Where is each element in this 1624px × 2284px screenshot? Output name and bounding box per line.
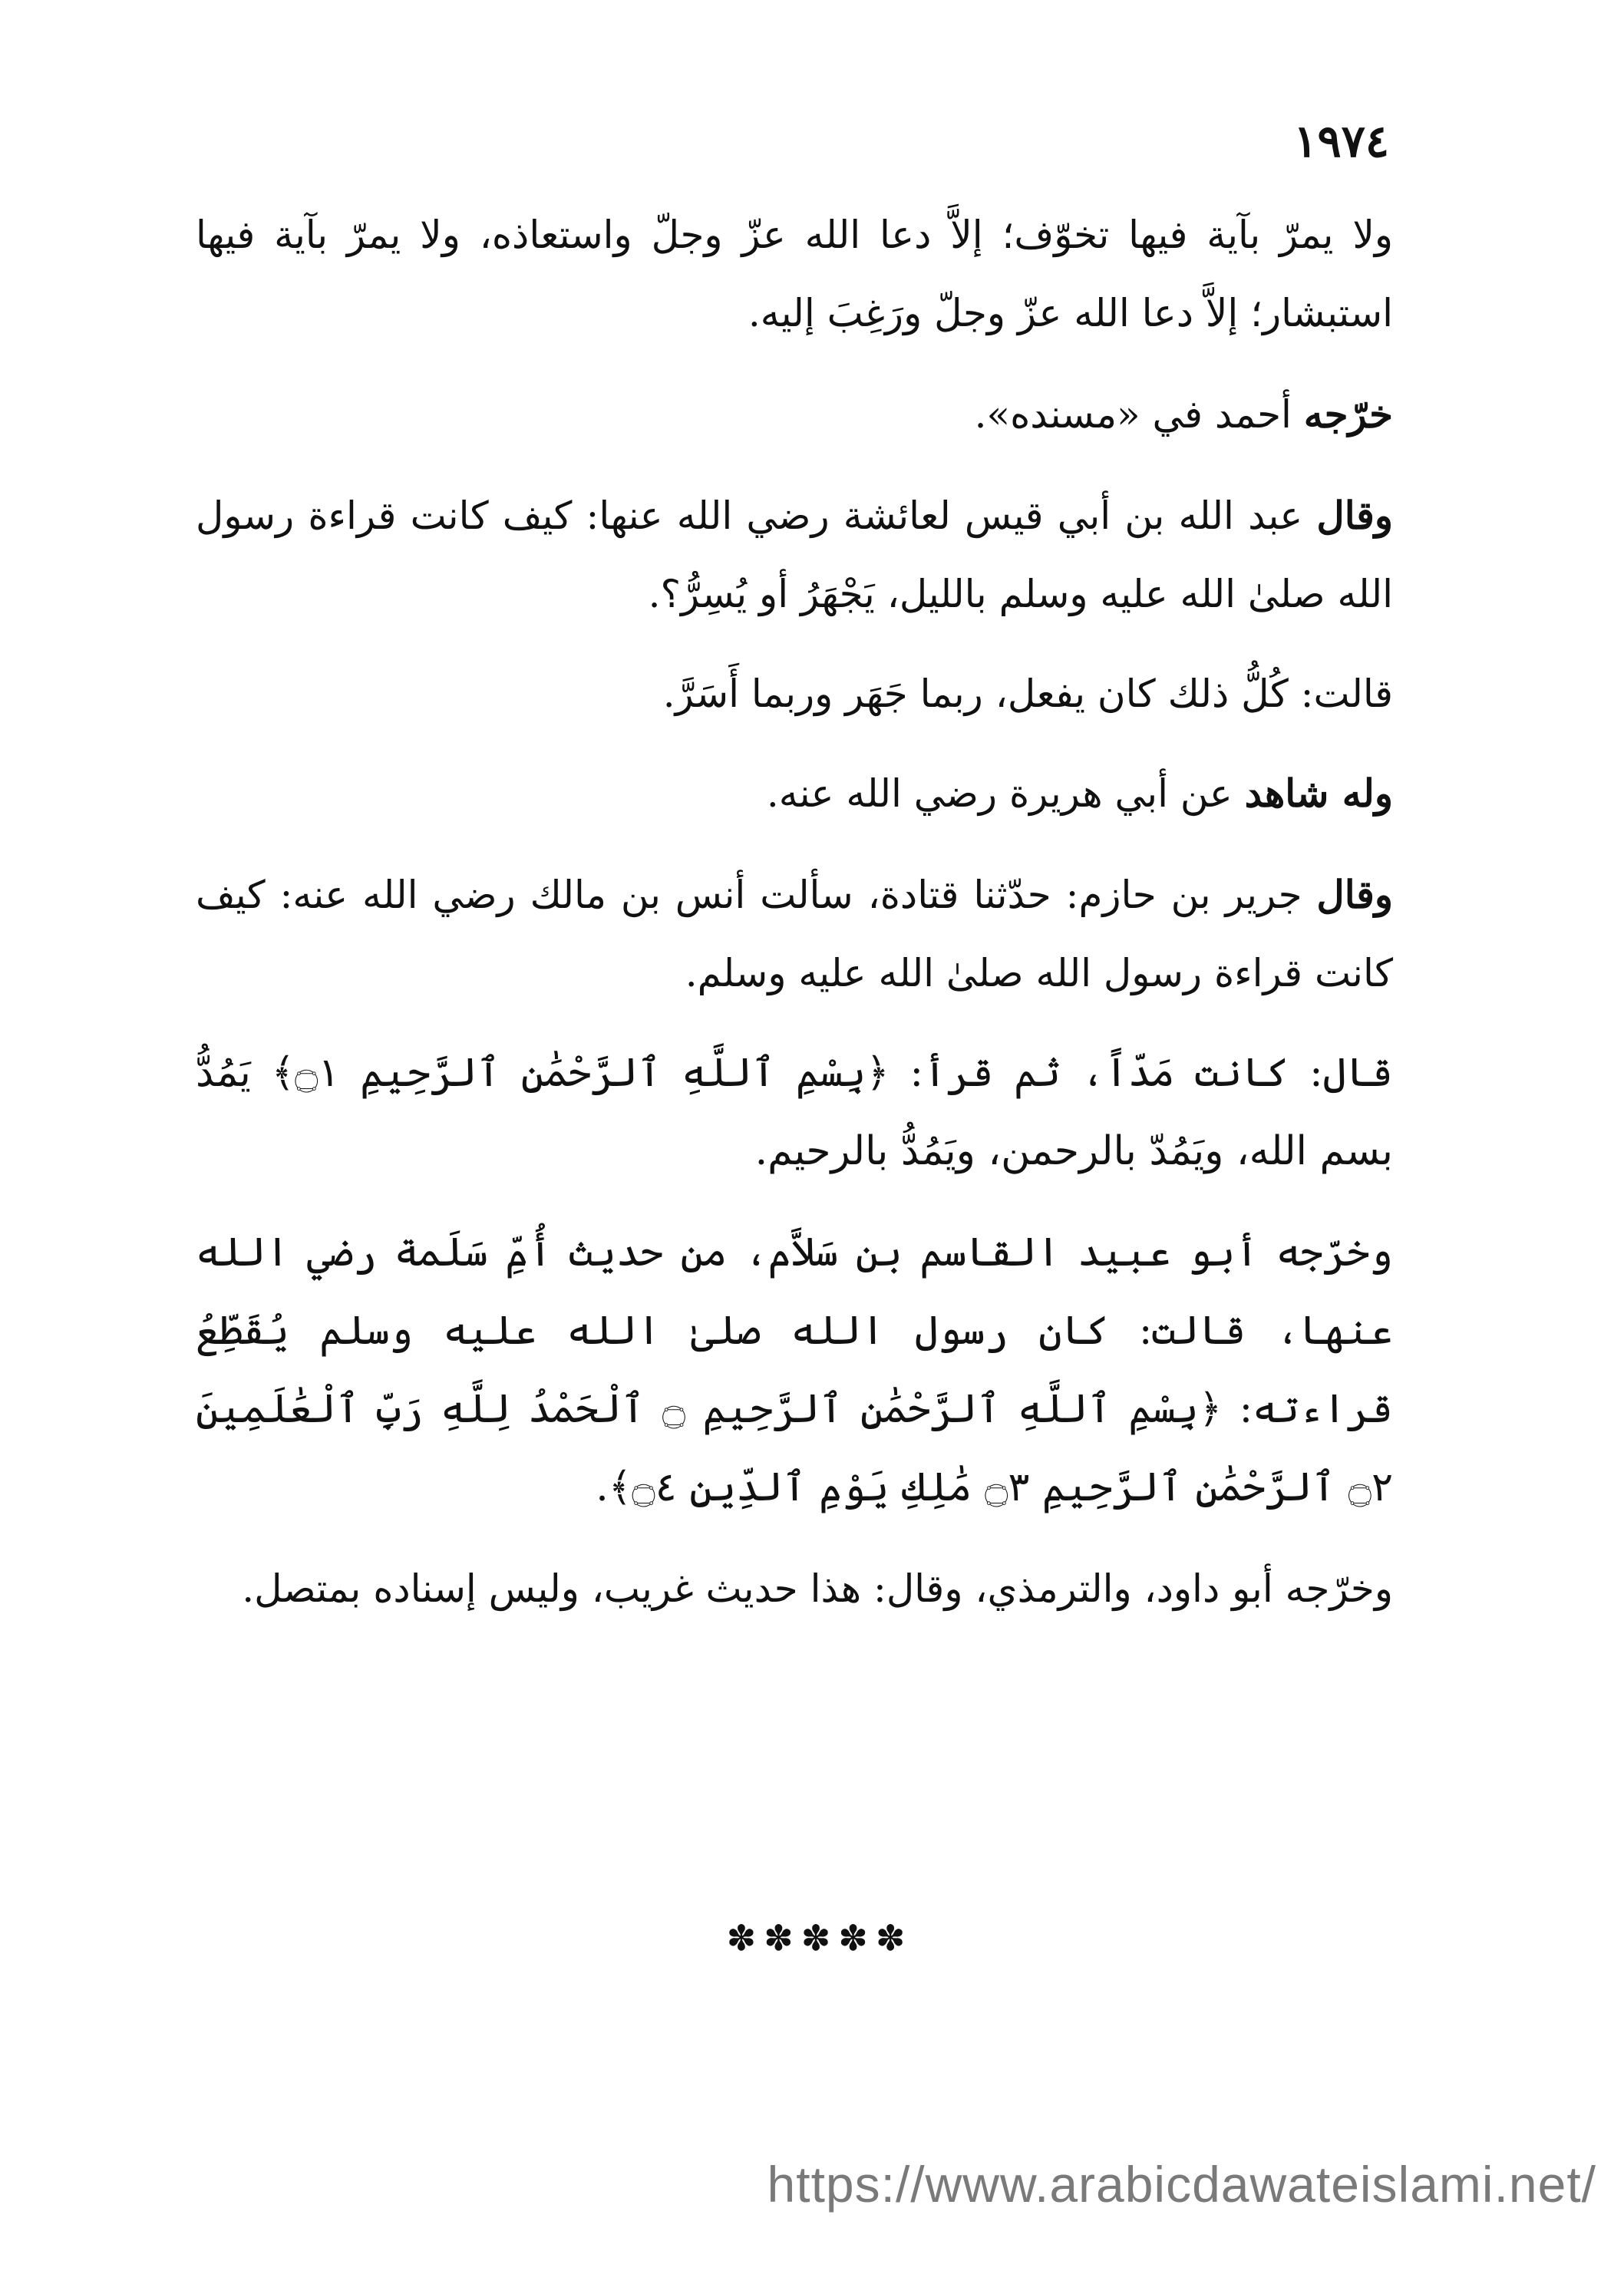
paragraph-text: وخرّجه أبو عبيد القاسم بن سَلاَّم، من حديث أُمِّ سَلَمة رضي الله عنها، قالت: كان رسول الله صلىٰ الله عليه وسلم يُقَطِّعُ قراءته: ﴿بِسْمِ ٱللَّهِ ٱلرَّحْمَٰنِ ٱلرَّحِيمِ ۝ ٱلْحَمْدُ لِلَّهِ رَبِّ ٱلْعَٰلَمِينَ ۝٢ ٱلرَّحْمَٰنِ ٱلرَّحِيمِ ۝٣ مَٰلِكِ يَوْمِ ٱلدِّينِ ۝٤﴾. <box>196 1229 1393 1510</box>
paragraph <box>196 196 1393 352</box>
paragraph-text: جرير بن حازم: حدّثنا قتادة، سألت أنس بن مالك رضي الله عنه: كيف كانت قراءة رسول الله صلىٰ الله عليه وسلم. <box>196 873 1393 995</box>
paragraph <box>196 856 1393 1012</box>
paragraph-text: وخرّجه أبو داود، والترمذي، وقال: هذا حديث غريب، وليس إسناده بمتصل. <box>242 1566 1393 1611</box>
paragraph <box>196 754 1393 833</box>
paragraph <box>196 1550 1393 1628</box>
paragraph <box>196 1034 1393 1190</box>
paragraph-text: ولا يمرّ بآية فيها تخوّف؛ إلاَّ دعا الله عزّ وجلّ واستعاذه، ولا يمرّ بآية فيها استبشار؛ إلاَّ دعا الله عزّ وجلّ ورَغِبَ إليه. <box>196 213 1393 335</box>
paragraph-text: أحمد في «مسنده». <box>974 392 1304 437</box>
paragraph-text: قالت: كُلُّ ذلك كان يفعل، ربما جَهَر وربما أَسَرَّ. <box>662 672 1393 716</box>
paragraph-text: عن أبي هريرة رضي الله عنه. <box>766 771 1245 816</box>
paragraph <box>196 655 1393 733</box>
section-separator: ✽✽✽✽✽ <box>726 1917 913 1959</box>
paragraph-text: قال: كانت مَدّاً، ثم قرأ: ﴿بِسْمِ ٱللَّهِ ٱلرَّحْمَٰنِ ٱلرَّحِيمِ ۝١﴾ يَمُدُّ بسم الله، ويَمُدّ بالرحمن، ويَمُدُّ بالرحيم. <box>196 1050 1394 1174</box>
paragraph <box>196 1213 1393 1527</box>
paragraph-lead: خرّجه <box>1303 391 1393 437</box>
paragraph-lead: وقال <box>1316 493 1393 538</box>
watermark-url: https://www.arabicdawateislami.net/ <box>767 2156 1596 2213</box>
body-text <box>196 196 1393 1628</box>
paragraph-text: عبد الله بن أبي قيس لعائشة رضي الله عنها: كيف كانت قراءة رسول الله صلىٰ الله عليه وسلم بالليل، يَجْهَرُ أو يُسِرُّ؟. <box>196 493 1393 616</box>
paragraph <box>196 375 1393 454</box>
page-number: ١٩٧٤ <box>1293 115 1389 167</box>
paragraph <box>196 477 1393 633</box>
paragraph-lead: وقال <box>1316 872 1393 917</box>
paragraph-lead: وله شاهد <box>1244 771 1393 816</box>
